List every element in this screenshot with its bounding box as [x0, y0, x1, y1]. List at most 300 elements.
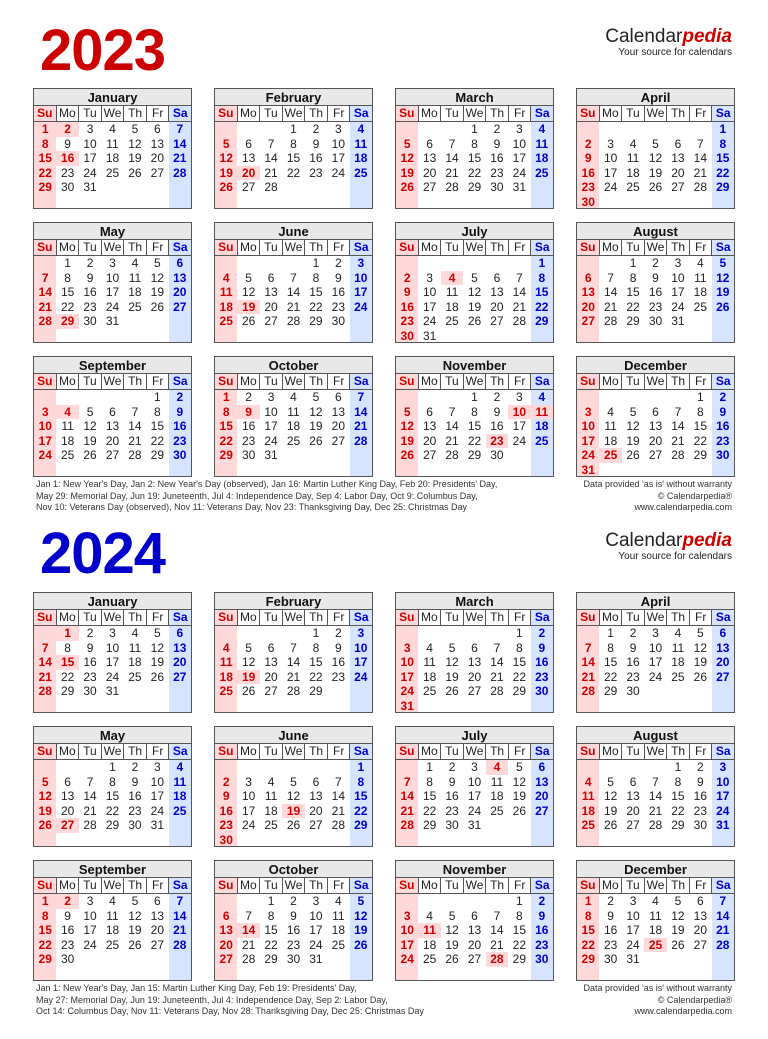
day-cell: 12: [286, 789, 301, 803]
day-cell: 8: [607, 640, 614, 655]
day-cell: 21: [38, 299, 52, 314]
weekday-label: Sa: [531, 240, 553, 255]
brand-logo-2024[interactable]: [605, 531, 732, 562]
holiday-note-line: Jan 1: New Year's Day, Jan 15: Martin Luther King Day, Feb 19: Presidents' Day,: [36, 983, 357, 993]
day-cell: 16: [693, 789, 708, 803]
day-cell: 11: [332, 908, 345, 923]
holiday-day-cell: 1: [56, 626, 78, 641]
holiday-note-line: Oct 14: Columbus Day, Nov 11: Veterans Day, Nov 28: Thanksgiving Day, Dec 25: Christmas Day: [36, 1006, 424, 1016]
day-cell: 28: [671, 448, 685, 462]
empty-day-cell: [622, 760, 644, 775]
credits-2024: [583, 983, 732, 1018]
month-name: November: [396, 861, 553, 878]
month-name: October: [215, 357, 372, 374]
weekday-label: Sa: [531, 878, 553, 893]
empty-day-cell: [396, 390, 418, 405]
copyright: © Calendarpedia®: [657, 994, 732, 1005]
day-cell: 13: [467, 923, 482, 937]
weekday-label: Sa: [350, 610, 372, 625]
day-cell: 16: [83, 285, 97, 299]
day-cell: 5: [674, 894, 682, 908]
weekday-label: Sa: [169, 240, 191, 255]
day-cell: 30: [535, 952, 549, 966]
credits-2023: [583, 479, 732, 514]
day-cell: 25: [128, 669, 142, 684]
day-grid: [577, 122, 734, 208]
day-grid: [34, 760, 191, 846]
weekday-label: Su: [396, 374, 419, 389]
weekday-label: Su: [34, 744, 57, 759]
day-cell: 22: [105, 803, 120, 818]
day-cell: 7: [245, 908, 252, 923]
weekday-label: Tu: [622, 878, 645, 893]
day-cell: 16: [400, 299, 414, 314]
day-cell: 2: [403, 270, 411, 285]
day-cell: 12: [219, 151, 233, 165]
empty-day-cell: [622, 122, 644, 137]
day-cell: 3: [584, 404, 592, 419]
month-september-2024: [33, 860, 192, 981]
empty-day-cell: [396, 760, 418, 775]
day-cell: 31: [105, 684, 120, 698]
day-cell: 23: [83, 299, 97, 314]
day-cell: 14: [490, 923, 504, 937]
brand-name-main: Calendar: [605, 26, 683, 47]
day-cell: 17: [83, 923, 97, 937]
day-cell: 16: [603, 923, 618, 937]
day-cell: 24: [400, 684, 414, 698]
day-cell: 12: [445, 923, 459, 937]
month-april-2024: [576, 592, 735, 713]
day-cell: 4: [222, 270, 230, 285]
day-cell: 17: [581, 433, 595, 448]
weekday-label: Su: [34, 878, 57, 893]
day-cell: 17: [603, 165, 618, 180]
day-grid: [34, 390, 191, 476]
day-cell: 3: [516, 122, 523, 136]
day-cell: 13: [490, 285, 504, 299]
weekday-label: We: [102, 106, 125, 121]
day-cell: 6: [267, 640, 275, 655]
holiday-notes-2023: [36, 479, 556, 514]
day-cell: 14: [581, 655, 595, 669]
month-name: July: [396, 727, 553, 744]
day-cell: 9: [312, 136, 320, 151]
weekday-label: Tu: [260, 878, 283, 893]
weekday-label: Su: [34, 610, 57, 625]
day-cell: 22: [467, 433, 482, 448]
month-august-2023: [576, 222, 735, 343]
day-cell: 14: [445, 151, 459, 165]
day-cell: 14: [286, 285, 301, 299]
day-cell: 21: [264, 165, 278, 180]
weekday-label: Tu: [622, 106, 645, 121]
day-cell: 24: [716, 803, 730, 818]
empty-day-cell: [418, 390, 440, 405]
day-cell: 28: [173, 165, 187, 180]
day-cell: 1: [312, 626, 320, 640]
day-cell: 20: [173, 285, 187, 299]
month-name: March: [396, 593, 553, 610]
day-cell: 21: [716, 923, 730, 937]
day-cell: 16: [83, 655, 97, 669]
day-cell: 10: [309, 908, 323, 923]
day-cell: 17: [422, 299, 437, 314]
brand-name: [605, 531, 732, 551]
day-cell: 8: [426, 774, 433, 789]
day-cell: 10: [626, 908, 640, 923]
day-cell: 5: [448, 640, 456, 655]
day-cell: 16: [173, 419, 187, 433]
day-cell: 25: [581, 818, 595, 832]
day-cell: 2: [493, 122, 501, 136]
weekday-label: Th: [667, 374, 690, 389]
day-cell: 6: [245, 136, 252, 151]
weekday-label: Fr: [509, 744, 532, 759]
weekday-header-row: [396, 744, 553, 760]
weekday-header-row: [34, 106, 191, 122]
weekday-label: Su: [396, 878, 419, 893]
weekday-label: Th: [486, 744, 509, 759]
weekday-label: Th: [486, 610, 509, 625]
day-cell: 31: [105, 314, 120, 328]
weekday-label: Th: [305, 878, 328, 893]
day-grid: [34, 122, 191, 208]
day-cell: 3: [674, 256, 682, 270]
day-cell: 8: [154, 404, 161, 419]
weekday-label: Mo: [419, 744, 442, 759]
day-cell: 9: [584, 151, 592, 165]
day-cell: 11: [219, 285, 233, 299]
weekday-label: We: [283, 106, 306, 121]
weekday-label: Sa: [350, 106, 372, 121]
day-cell: 24: [422, 314, 437, 328]
holiday-day-cell: 19: [237, 670, 259, 685]
copyright: © Calendarpedia®: [657, 490, 732, 501]
day-cell: 7: [448, 136, 456, 151]
day-grid: [577, 760, 734, 846]
warranty-note: Data provided 'as is' without warranty: [583, 479, 732, 489]
day-cell: 12: [693, 640, 708, 655]
day-grid: [577, 626, 734, 712]
weekday-label: Su: [34, 374, 57, 389]
day-cell: 6: [493, 270, 501, 285]
weekday-label: Su: [215, 878, 238, 893]
day-cell: 27: [264, 684, 278, 698]
day-cell: 9: [538, 908, 546, 923]
day-cell: 15: [603, 655, 618, 669]
day-cell: 19: [648, 165, 663, 180]
weekday-label: Th: [667, 106, 690, 121]
day-cell: 18: [490, 789, 504, 803]
day-cell: 10: [105, 270, 120, 285]
day-cell: 21: [603, 299, 618, 314]
day-cell: 2: [176, 390, 184, 404]
day-cell: 24: [83, 165, 97, 180]
day-cell: 26: [603, 818, 618, 832]
day-cell: 27: [422, 180, 437, 194]
empty-day-cell: [463, 256, 485, 271]
day-cell: 20: [331, 419, 346, 433]
weekday-label: Mo: [57, 374, 80, 389]
day-cell: 6: [538, 760, 546, 774]
empty-day-cell: [441, 256, 463, 271]
weekday-label: Fr: [690, 610, 713, 625]
day-cell: 7: [86, 774, 94, 789]
day-cell: 29: [264, 952, 278, 966]
day-cell: 3: [403, 640, 411, 655]
day-cell: 22: [693, 433, 708, 448]
holiday-day-cell: 19: [237, 300, 259, 315]
day-cell: 6: [629, 774, 637, 789]
day-cell: 18: [581, 803, 595, 818]
day-cell: 29: [467, 180, 482, 194]
day-cell: 12: [83, 419, 97, 433]
day-cell: 25: [105, 165, 120, 180]
day-cell: 4: [267, 774, 275, 789]
day-cell: 20: [173, 655, 187, 669]
weekday-label: Tu: [622, 240, 645, 255]
empty-day-cell: [463, 894, 485, 909]
month-december-2024: [576, 860, 735, 981]
weekday-label: Tu: [441, 744, 464, 759]
day-cell: 5: [41, 774, 49, 789]
weekday-label: Mo: [57, 106, 80, 121]
day-cell: 23: [603, 937, 618, 952]
day-cell: 10: [354, 270, 368, 285]
weekday-label: Th: [124, 744, 147, 759]
day-cell: 3: [719, 760, 727, 774]
weekday-label: Mo: [419, 878, 442, 893]
day-cell: 11: [128, 640, 142, 655]
day-cell: 8: [471, 404, 478, 419]
day-cell: 11: [173, 774, 187, 789]
day-cell: 16: [535, 923, 549, 937]
day-cell: 26: [150, 669, 165, 684]
weekday-label: Fr: [328, 878, 351, 893]
day-cell: 24: [354, 299, 368, 314]
day-cell: 27: [467, 684, 482, 698]
weekday-label: Sa: [531, 744, 553, 759]
day-cell: 29: [512, 684, 527, 698]
day-cell: 26: [467, 314, 482, 328]
holiday-day-cell: 4: [486, 760, 508, 775]
weekday-label: Th: [305, 374, 328, 389]
day-cell: 5: [86, 404, 94, 419]
day-cell: 12: [400, 151, 414, 165]
month-name: September: [34, 357, 191, 374]
brand-logo-2023[interactable]: [605, 27, 732, 58]
day-cell: 16: [445, 789, 459, 803]
day-cell: 22: [309, 669, 323, 684]
weekday-label: Mo: [238, 374, 261, 389]
day-cell: 5: [652, 136, 659, 151]
day-cell: 13: [331, 404, 346, 419]
weekday-label: Tu: [260, 744, 283, 759]
day-cell: 25: [105, 937, 120, 952]
day-cell: 26: [38, 818, 52, 832]
day-cell: 3: [86, 122, 94, 136]
day-cell: 1: [154, 390, 161, 404]
day-cell: 2: [222, 774, 230, 789]
day-cell: 1: [516, 626, 523, 640]
weekday-label: Mo: [600, 240, 623, 255]
day-cell: 17: [241, 803, 256, 818]
month-february-2023: [214, 88, 373, 209]
day-cell: 14: [512, 285, 527, 299]
day-cell: 28: [693, 180, 708, 194]
day-grid: [396, 390, 553, 476]
day-cell: 22: [309, 299, 323, 314]
day-cell: 24: [241, 818, 256, 832]
day-cell: 27: [173, 299, 187, 314]
day-cell: 31: [309, 952, 323, 966]
day-cell: 18: [105, 923, 120, 937]
day-cell: 23: [286, 937, 301, 952]
weekday-label: Tu: [79, 374, 102, 389]
day-cell: 23: [716, 433, 730, 448]
day-cell: 23: [60, 165, 75, 180]
weekday-label: Mo: [238, 240, 261, 255]
empty-day-cell: [577, 390, 599, 405]
day-cell: 19: [603, 803, 618, 818]
day-cell: 5: [357, 894, 365, 908]
day-cell: 21: [38, 669, 52, 684]
website-link[interactable]: www.calendarpedia.com: [634, 502, 732, 512]
day-cell: 28: [445, 448, 459, 462]
day-cell: 14: [716, 908, 730, 923]
day-cell: 1: [222, 390, 230, 404]
day-cell: 15: [671, 789, 685, 803]
day-cell: 4: [290, 390, 297, 404]
day-cell: 29: [603, 684, 618, 698]
weekday-label: Th: [667, 744, 690, 759]
day-cell: 5: [403, 404, 411, 419]
day-cell: 21: [173, 923, 187, 937]
day-cell: 11: [671, 640, 685, 655]
weekday-label: We: [464, 878, 487, 893]
empty-day-cell: [441, 390, 463, 405]
day-grid: [215, 894, 372, 980]
day-cell: 3: [629, 894, 637, 908]
empty-day-cell: [34, 626, 56, 641]
day-cell: 10: [354, 640, 368, 655]
month-name: February: [215, 89, 372, 106]
month-march-2024: [395, 592, 554, 713]
day-cell: 28: [264, 180, 278, 194]
day-cell: 10: [264, 404, 278, 419]
weekday-label: Su: [396, 106, 419, 121]
empty-day-cell: [260, 626, 282, 641]
holiday-note-line: May 29: Memorial Day, Jun 19: Juneteenth, Jul 4: Independence Day, Sep 4: Labor Day, Oct 9: Columbus Day,: [36, 490, 478, 501]
day-cell: 22: [354, 803, 368, 818]
weekday-header-row: [577, 374, 734, 390]
weekday-label: Sa: [531, 106, 553, 121]
day-cell: 11: [535, 136, 549, 151]
holiday-day-cell: 4: [56, 405, 78, 420]
month-march-2023: [395, 88, 554, 209]
month-november-2024: [395, 860, 554, 981]
day-cell: 22: [60, 299, 75, 314]
month-name: August: [577, 223, 734, 240]
day-cell: 12: [512, 774, 527, 789]
day-cell: 3: [312, 894, 320, 908]
day-cell: 17: [105, 285, 120, 299]
day-cell: 30: [286, 952, 301, 966]
day-cell: 19: [309, 419, 323, 433]
empty-day-cell: [577, 626, 599, 641]
day-cell: 24: [467, 803, 482, 818]
day-cell: 14: [264, 151, 278, 165]
day-cell: 13: [219, 923, 233, 937]
day-cell: 20: [581, 299, 595, 314]
day-cell: 22: [150, 433, 165, 448]
empty-day-cell: [56, 390, 78, 405]
empty-day-cell: [689, 122, 711, 137]
day-cell: 31: [83, 180, 97, 194]
empty-day-cell: [622, 390, 644, 405]
day-cell: 17: [512, 419, 527, 433]
day-cell: 5: [471, 270, 478, 285]
day-cell: 12: [716, 270, 730, 285]
day-cell: 26: [648, 180, 663, 194]
day-cell: 11: [106, 136, 119, 151]
day-cell: 2: [652, 256, 659, 270]
day-cell: 7: [176, 122, 184, 136]
day-grid: [215, 760, 372, 846]
day-cell: 16: [331, 285, 346, 299]
website-link[interactable]: www.calendarpedia.com: [634, 1006, 732, 1016]
day-cell: 13: [535, 774, 549, 789]
day-cell: 7: [697, 136, 704, 151]
day-cell: 15: [309, 285, 323, 299]
day-cell: 1: [64, 256, 71, 270]
weekday-label: Th: [124, 374, 147, 389]
day-cell: 27: [150, 165, 165, 180]
day-cell: 25: [445, 314, 459, 328]
day-cell: 20: [648, 433, 663, 448]
day-cell: 10: [83, 136, 97, 151]
weekday-label: We: [464, 610, 487, 625]
brand-tagline: Your source for calendars: [618, 47, 732, 58]
weekday-label: Mo: [600, 878, 623, 893]
day-cell: 30: [535, 684, 549, 698]
weekday-label: Tu: [441, 878, 464, 893]
empty-day-cell: [599, 390, 621, 405]
day-cell: 28: [603, 314, 618, 328]
weekday-label: Sa: [712, 106, 734, 121]
month-name: August: [577, 727, 734, 744]
day-cell: 24: [105, 669, 120, 684]
weekday-label: We: [645, 744, 668, 759]
day-cell: 18: [128, 655, 142, 669]
weekday-label: Su: [215, 240, 238, 255]
weekday-label: Tu: [260, 374, 283, 389]
empty-day-cell: [441, 122, 463, 137]
day-cell: 11: [423, 655, 436, 669]
day-cell: 13: [467, 655, 482, 669]
month-name: June: [215, 223, 372, 240]
day-cell: 15: [422, 789, 437, 803]
day-cell: 3: [86, 894, 94, 908]
weekday-label: Sa: [350, 744, 372, 759]
day-cell: 2: [86, 626, 94, 640]
day-cell: 2: [312, 122, 320, 136]
day-cell: 9: [86, 270, 94, 285]
day-cell: 25: [422, 684, 437, 698]
weekday-label: Fr: [690, 744, 713, 759]
day-cell: 5: [154, 256, 161, 270]
